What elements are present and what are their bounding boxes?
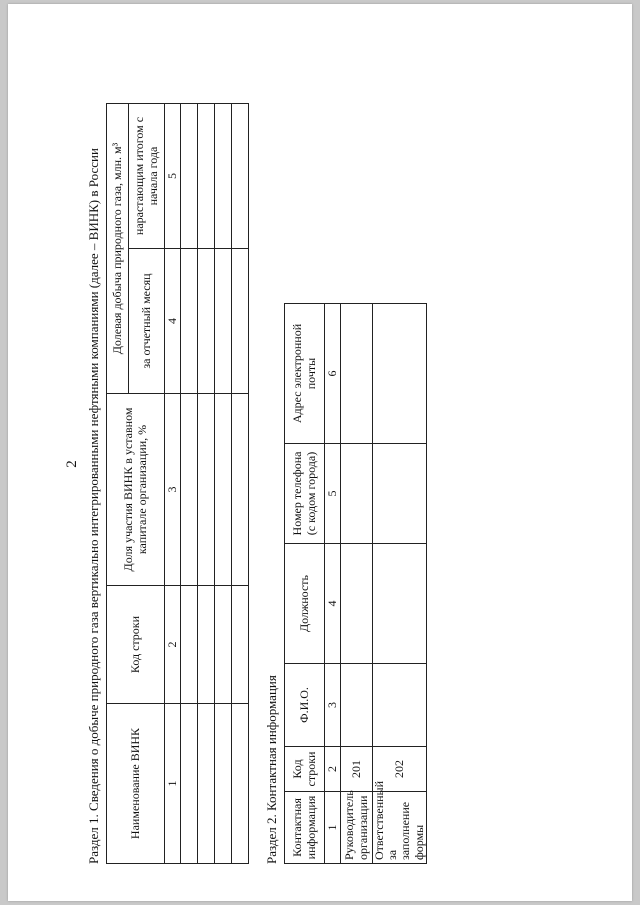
table-cell[interactable]	[232, 704, 249, 864]
table-cell[interactable]	[215, 704, 232, 864]
table-cell[interactable]	[198, 394, 215, 586]
table-cell[interactable]	[215, 104, 232, 249]
header-cumulative: нарастающим итогом с начала года	[129, 104, 165, 249]
col-number: 3	[325, 664, 341, 747]
header-production	[107, 104, 129, 394]
table-cell[interactable]	[373, 544, 427, 664]
section2-title: Раздел 2. Контактная информация	[264, 675, 279, 864]
header-email: Адрес электронной почты	[285, 304, 325, 444]
table-cell[interactable]	[181, 704, 198, 864]
table-cell[interactable]	[198, 586, 215, 704]
header-monthly: за отчетный месяц	[129, 249, 165, 394]
header-production-text: Долевая добыча природного газа, млн. м³	[109, 142, 124, 355]
col-number: 2	[165, 586, 181, 704]
table-row	[341, 304, 373, 864]
col-number: 2	[325, 747, 341, 792]
header-fio: Ф.И.О.	[285, 664, 325, 747]
table-cell[interactable]	[232, 394, 249, 586]
document-page	[8, 4, 632, 901]
row-code: 201	[341, 747, 373, 792]
header-code: Код строки	[285, 747, 325, 792]
row-label: Ответственный за заполнение формы	[373, 792, 427, 864]
table-cell[interactable]	[373, 664, 427, 747]
section1-table	[106, 103, 249, 864]
rotated-content	[64, 64, 426, 864]
header-code: Код строки	[107, 586, 165, 704]
row-label: Руководитель организации	[341, 792, 373, 864]
table-cell[interactable]	[215, 249, 232, 394]
table-row	[181, 104, 198, 864]
table-cell[interactable]	[232, 104, 249, 249]
table-row	[232, 104, 249, 864]
table-cell[interactable]	[341, 664, 373, 747]
col-number: 4	[165, 249, 181, 394]
col-number: 6	[325, 304, 341, 444]
section1-title: Раздел 1. Сведения о добыче природного газа вертикально интегрированными нефтяными компаниями (далее – ВИНК) в России	[86, 148, 101, 864]
table-cell[interactable]	[181, 104, 198, 249]
table-cell[interactable]	[373, 444, 427, 544]
table-row	[373, 304, 427, 864]
header-name: Наименование ВИНК	[107, 704, 165, 864]
table-row	[198, 104, 215, 864]
table-cell[interactable]	[181, 249, 198, 394]
table-cell[interactable]	[341, 444, 373, 544]
col-number: 5	[325, 444, 341, 544]
col-number: 1	[165, 704, 181, 864]
table-cell[interactable]	[232, 249, 249, 394]
table-cell[interactable]	[198, 249, 215, 394]
table-cell[interactable]	[181, 586, 198, 704]
table-cell[interactable]	[232, 586, 249, 704]
col-number: 1	[325, 792, 341, 864]
section2-table	[284, 303, 427, 864]
table-cell[interactable]	[215, 394, 232, 586]
table-row	[215, 104, 232, 864]
col-number: 4	[325, 544, 341, 664]
header-share: Доля участия ВИНК в уставном капитале организации, %	[107, 394, 165, 586]
table-cell[interactable]	[198, 704, 215, 864]
header-phone: Номер телефона (с кодом города)	[285, 444, 325, 544]
header-contact: Контактная информация	[285, 792, 325, 864]
table-cell[interactable]	[198, 104, 215, 249]
header-position: Должность	[285, 544, 325, 664]
col-number: 3	[165, 394, 181, 586]
table-cell[interactable]	[341, 304, 373, 444]
table-cell[interactable]	[181, 394, 198, 586]
table-cell[interactable]	[341, 544, 373, 664]
page-number: 2	[64, 460, 80, 468]
table-cell[interactable]	[215, 586, 232, 704]
row-code: 202	[373, 747, 427, 792]
table-cell[interactable]	[373, 304, 427, 444]
col-number: 5	[165, 104, 181, 249]
